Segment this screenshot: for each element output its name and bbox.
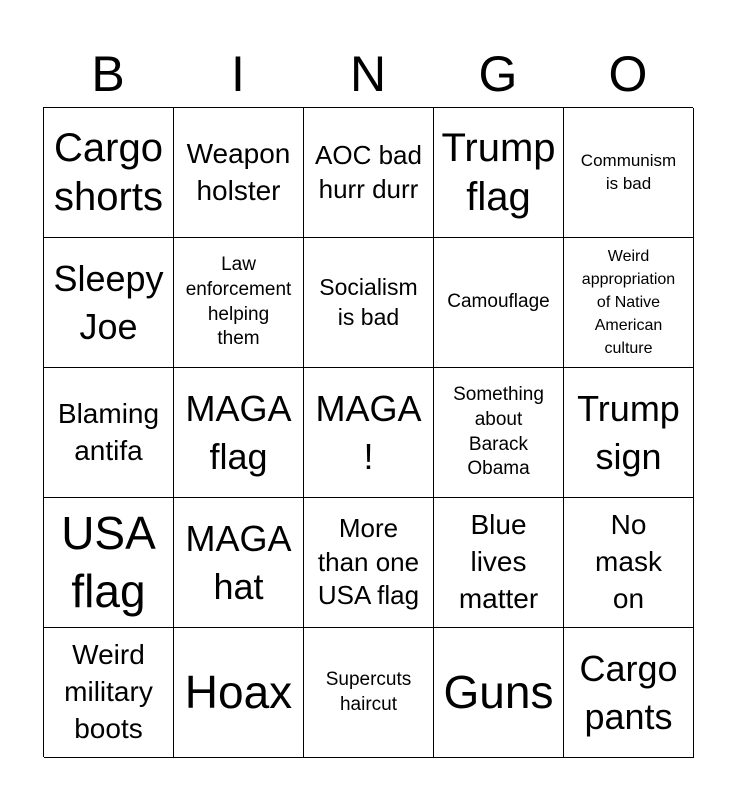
bingo-cell[interactable]	[174, 498, 304, 628]
bingo-cell[interactable]	[304, 368, 434, 498]
bingo-cell-text: Hoax	[184, 665, 293, 718]
bingo-cell[interactable]	[564, 628, 694, 758]
bingo-cell-text: Socialism is bad	[319, 273, 418, 330]
bingo-cell[interactable]	[434, 108, 564, 238]
bingo-cell-text: MAGA hat	[185, 517, 292, 607]
bingo-cell-text: Weird appropriation of Native American culture	[581, 247, 676, 358]
bingo-cell-text: Trump sign	[577, 387, 680, 477]
header-letter-o: O	[608, 46, 648, 102]
bingo-cell-text: Law enforcement helping them	[185, 254, 292, 350]
bingo-cell[interactable]	[434, 238, 564, 368]
header-letter-b: B	[91, 46, 125, 102]
header-letter-i: I	[231, 46, 245, 102]
bingo-cell[interactable]	[564, 498, 694, 628]
bingo-cell-text: Trump flag	[441, 125, 556, 219]
bingo-cell-text: USA flag	[61, 507, 156, 617]
bingo-cell-text: More than one USA flag	[317, 512, 420, 611]
bingo-cell[interactable]	[434, 628, 564, 758]
bingo-cell[interactable]	[564, 368, 694, 498]
bingo-cell-text: Something about Barack Obama	[453, 384, 544, 480]
bingo-cell[interactable]	[174, 628, 304, 758]
bingo-cell-text: Communism is bad	[580, 151, 677, 193]
bingo-cell-text: AOC bad hurr durr	[315, 139, 422, 204]
bingo-header	[43, 42, 693, 106]
bingo-cell[interactable]	[44, 238, 174, 368]
bingo-cell-text: Weapon holster	[186, 137, 291, 206]
bingo-cell[interactable]	[174, 368, 304, 498]
bingo-cell-text: Supercuts haircut	[325, 668, 412, 715]
bingo-cell[interactable]	[304, 238, 434, 368]
header-letter-n: N	[349, 46, 387, 102]
bingo-cell[interactable]	[304, 108, 434, 238]
bingo-cell-text: Guns	[443, 665, 554, 718]
bingo-cell[interactable]	[44, 628, 174, 758]
bingo-cell[interactable]	[174, 238, 304, 368]
bingo-cell[interactable]	[564, 238, 694, 368]
bingo-cell[interactable]	[564, 108, 694, 238]
bingo-cell-text: Sleepy Joe	[53, 257, 164, 347]
bingo-cell[interactable]	[304, 498, 434, 628]
bingo-cell-text: Cargo pants	[579, 647, 678, 737]
bingo-cell-text: No mask on	[595, 509, 662, 614]
header-letter-g: G	[478, 46, 518, 102]
bingo-cell[interactable]	[434, 368, 564, 498]
bingo-cell[interactable]	[174, 108, 304, 238]
bingo-cell-text: MAGA flag	[185, 387, 292, 477]
bingo-card-grid	[43, 107, 693, 757]
bingo-cell[interactable]	[44, 498, 174, 628]
bingo-cell-text: Camouflage	[447, 291, 550, 313]
bingo-cell[interactable]	[44, 368, 174, 498]
bingo-cell-text: Weird military boots	[64, 639, 153, 744]
bingo-cell-text: Blue lives matter	[458, 509, 539, 614]
bingo-cell-text: Cargo shorts	[54, 125, 163, 219]
bingo-cell[interactable]	[304, 628, 434, 758]
bingo-cell[interactable]	[434, 498, 564, 628]
bingo-cell-text: Blaming antifa	[57, 397, 160, 466]
bingo-cell[interactable]	[44, 108, 174, 238]
bingo-cell-text: MAGA !	[315, 387, 422, 477]
